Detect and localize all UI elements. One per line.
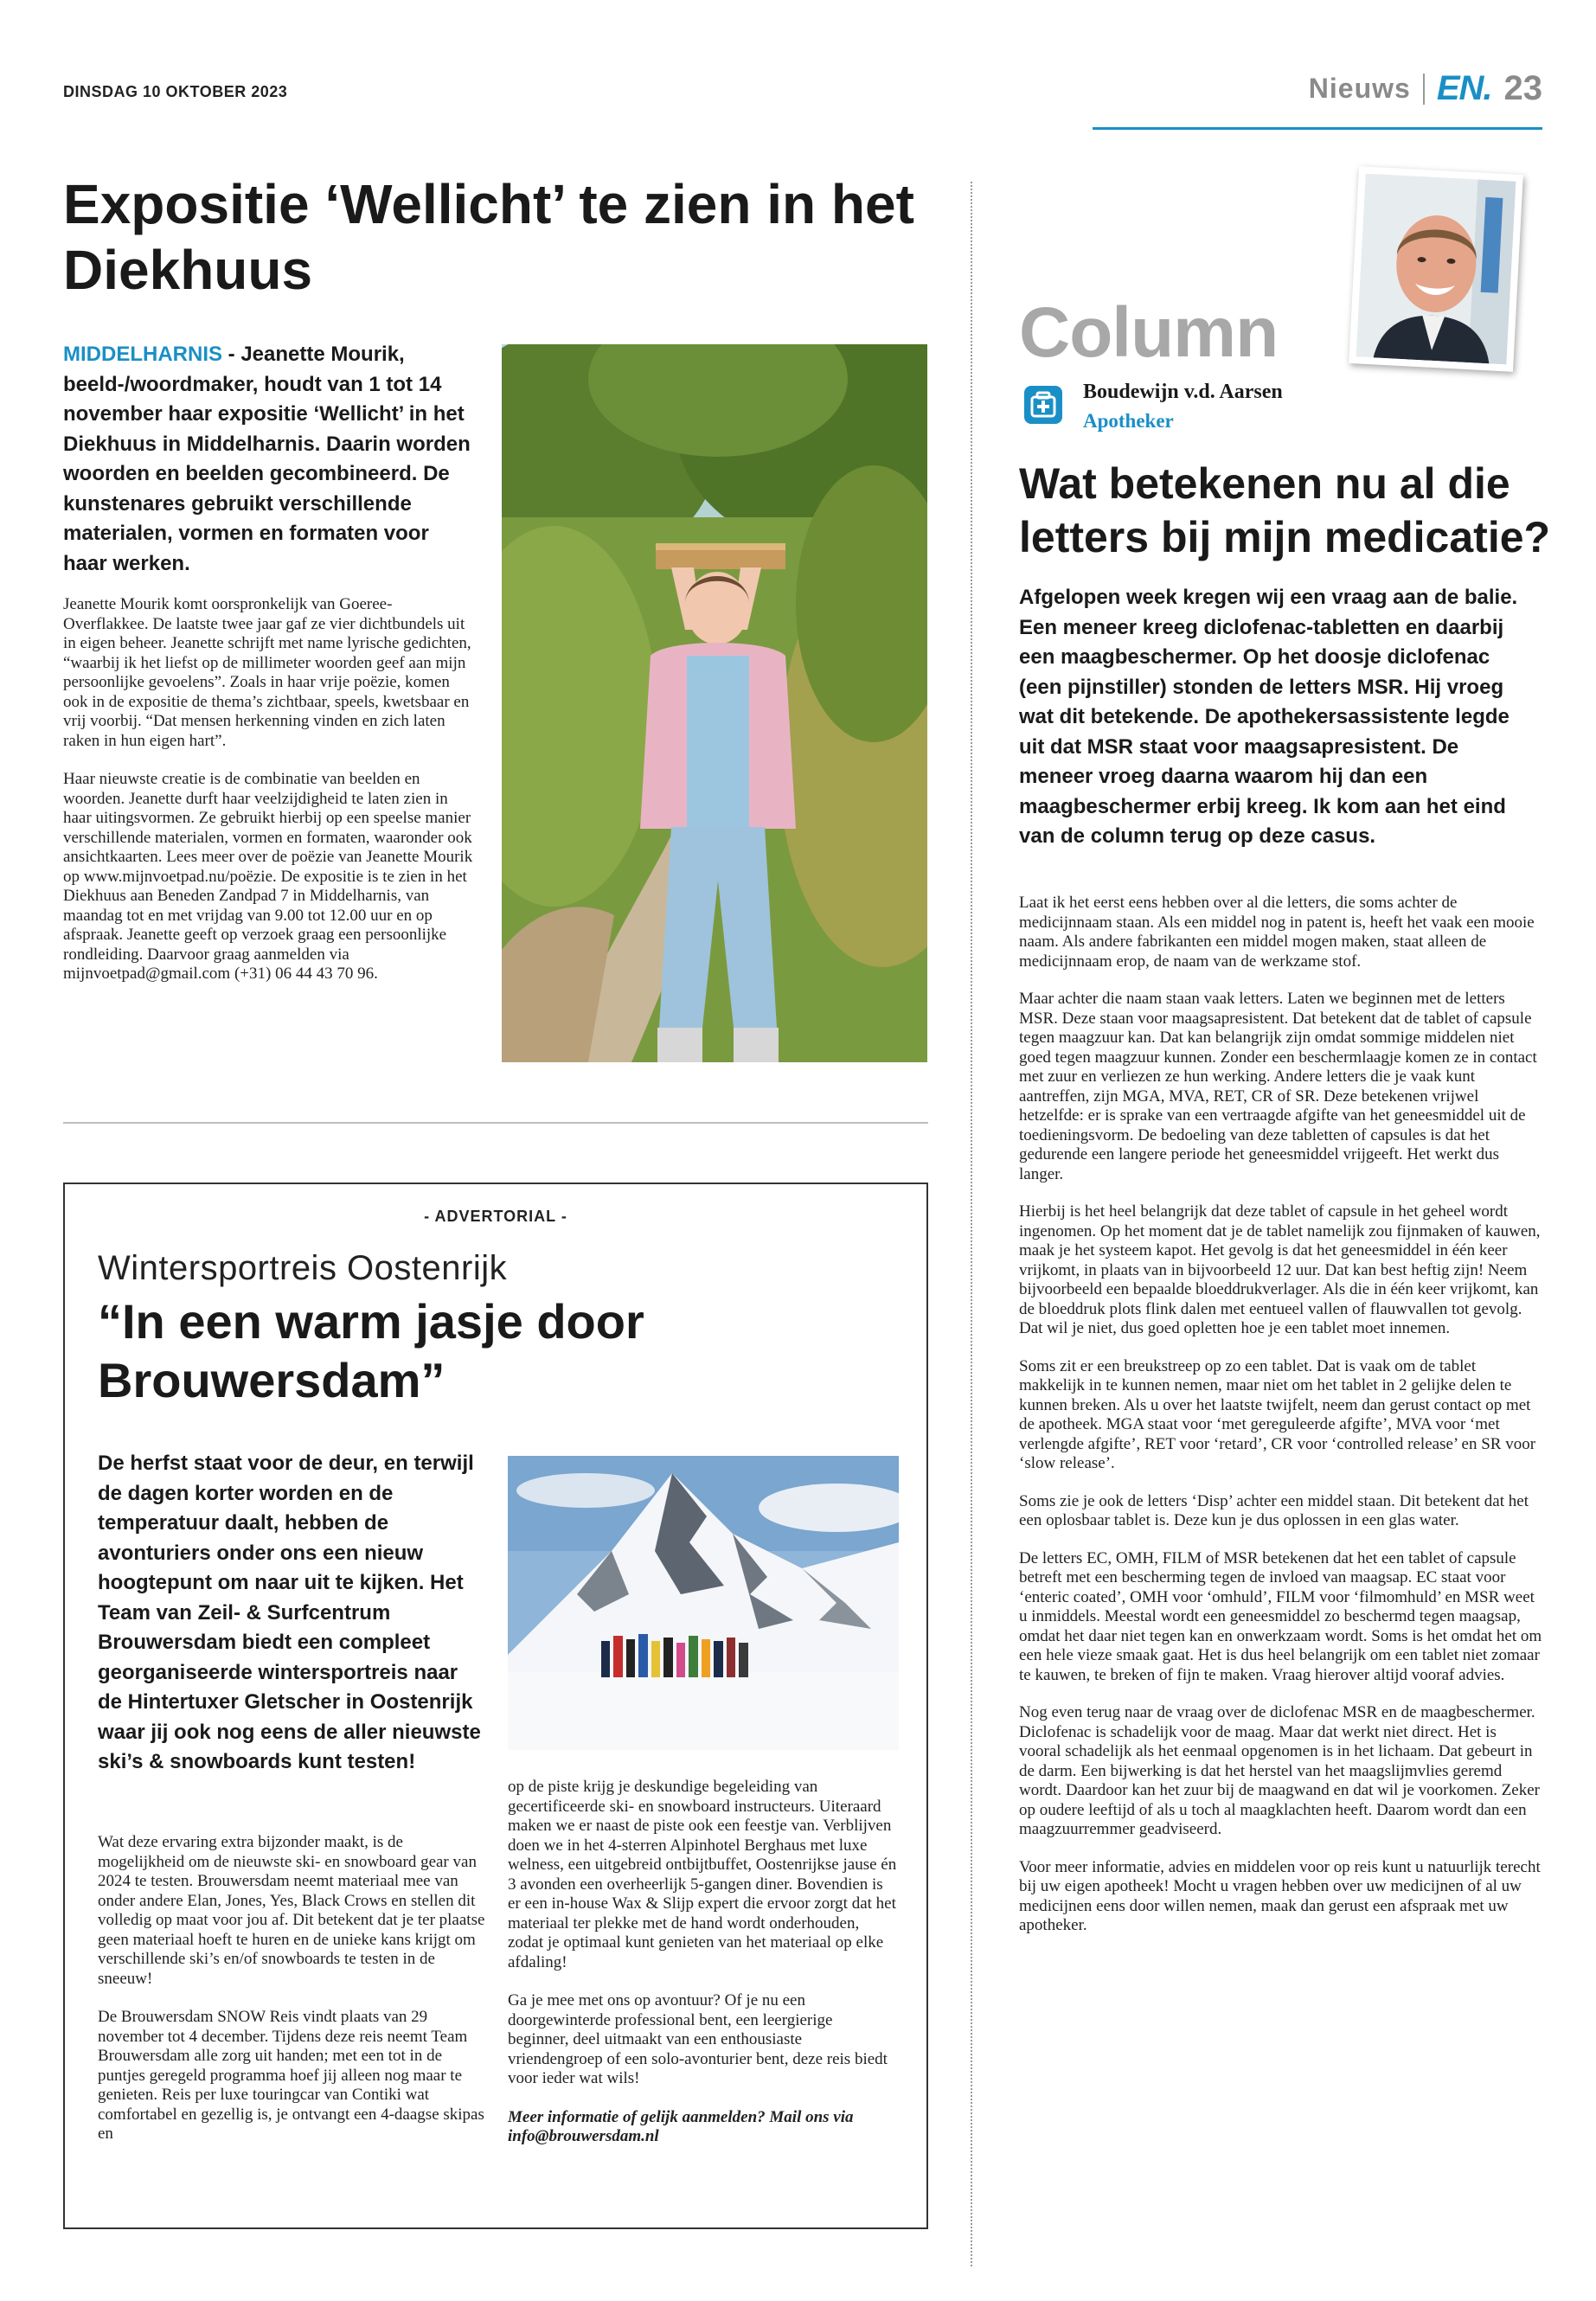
advertorial-box <box>63 1183 928 2229</box>
column-paragraph: De letters EC, OMH, FILM of MSR betekenen dat het een tablet of capsule betreft met een bescherming tegen de invloed van maagsap. EC staat voor ‘enteric coated’, OMH voor ‘omhuld’, FILM voor ‘filmomhuld’ en MSR weet u inmiddels. Meestal wordt een geneesmiddel zo beschermd tegen maagsap, omdat het daar niet tegen kan en onwerkzaam wordt. Soms is het omdat het om een hele vieze smaak gaat. Het is dus heel belangrijk om een tablet niet zomaar te kauwen, te breken of fijn te maken. Vraag hierover altijd vooraf advies. <box>1019 1548 1542 1684</box>
exhibition-paragraph: Jeanette Mourik komt oorspronkelijk van Goeree-Overflakkee. De laatste twee jaar gaf ze vier dichtbundels uit in eigen beheer. Jeanette schrijft met name lyrische gedichten, “waarbij ik het liefst op de millimeter woorden geef aan mijn persoonlijke gevoelens”. Zoals in haar vrije poëzie, komen ook in de expositie de thema’s zichtbaar, speels, kwetsbaar en vrij voorbij. “Dat mensen herkenning vinden en zich laten raken in hun eigen hart”. <box>63 595 471 750</box>
exhibition-dateline: MIDDELHARNIS <box>63 343 222 366</box>
advertorial-cta: Meer informatie of gelijk aanmelden? Mail ons via info@brouwersdam.nl <box>508 2107 854 2145</box>
header-rule <box>1093 127 1542 130</box>
column-paragraph: Hierbij is het heel belangrijk dat deze tablet of capsule in het geheel wordt ingenomen. Op het moment dat je de tablet namelijk zou fijnmaken of kauwen, maak je het systeem kapot. Het gevolg is dat het geneesmiddel in één keer vrijkomt, in plaats van in bijvoorbeeld 12 uur. Dat kan best heftig zijn! Neem bijvoorbeeld een bepaalde bloeddrukverlager. Als die in één keer vrijkomt, kan de bloeddruk plots flink dalen met eentueel vallen of flauwvallen tot gevolg. Dat wil je niet, dus goed opletten hoe je een tablet moet innemen. <box>1019 1202 1541 1337</box>
issue-date: DINSDAG 10 OKTOBER 2023 <box>63 83 288 100</box>
section-rule <box>63 1122 928 1124</box>
exhibition-headline: Expositie ‘Wellicht’ te zien in het Diekhuus <box>63 173 914 301</box>
artist-photo <box>502 344 927 1062</box>
exhibition-paragraph: Haar nieuwste creatie is de combinatie van beelden en woorden. Jeanette durft haar veelzijdigheid te laten zien in haar uitingsvormen. Ze gebruikt hierbij op een speelse manier verschillende materialen, vormen en formaten, waaronder ook ansichtkaarten. Lees meer over de poëzie van Jeanette Mourik op www.mijnvoetpad.nu/poëzie. De expositie is te zien in het Diekhuus aan Beneden Zandpad 7 in Middelharnis, van maandag tot en met vrijdag van 9.00 tot 12.00 uur en op afspraak. Jeanette geeft op verzoek graag een persoonlijke rondleiding. Daarvoor graag aanmelden via mijnvoetpad@gmail.com (+31) 06 44 43 70 96. <box>63 770 473 983</box>
advertorial-kicker: Wintersportreis Oostenrijk <box>98 1249 508 1287</box>
advertorial-lead: De herfst staat voor de deur, en terwijl de dagen korter worden en de temperatuur daalt, hebben de avonturiers onder ons een nieuw hoogtepunt om naar uit te kijken. Het Team van Zeil- & Surfcentrum Brouwersdam biedt een compleet georganiseerde wintersportreis naar de Hintertuxer Gletscher in Oostenrijk waar jij ook nog eens de aller nieuwste ski’s & snowboards kunt testen! <box>98 1452 481 1773</box>
column-paragraph: Nog even terug naar de vraag over de diclofenac MSR en de maagbeschermer. Diclofenac is schadelijk voor de maag. Maar dat werkt niet direct. Het is vooral schadelijk als het eenmaal opgenomen is in het lichaam. Dat gebeurt in de darm. Een bijwerking is dat het herstel van het maagslijmvlies geremd wordt. Daardoor kan het zuur bij de maagwand en dat wil je voorkomen. Zeker op oudere leeftijd of als u toch al maagklachten heeft. Daarom wordt dan een maagzuurremmer geadviseerd. <box>1019 1703 1540 1838</box>
advertorial-paragraph: Wat deze ervaring extra bijzonder maakt, is de mogelijkheid om de nieuwste ski- en snowboard gear van 2024 te testen. Brouwersdam neemt materiaal mee van onder andere Elan, Jones, Yes, Black Crows en stellen dit volledig op maat voor jou af. Dit betekent dat je ter plaatse geen materiaal hoeft te huren en de unieke kans krijgt om verschillende ski’s en/of snowboards te testen in de sneeuw! <box>98 1833 485 1988</box>
column-label: Column <box>1019 293 1279 372</box>
column-paragraph: Voor meer informatie, advies en middelen voor op reis kunt u natuurlijk terecht bij uw eigen apotheek! Mocht u vragen hebben over uw medicijnen of al uw medicijnen eens door willen nemen, maak dan gerust een afspraak met uw apotheker. <box>1019 1857 1541 1934</box>
column-paragraph: Laat ik het eerst eens hebben over al die letters, die soms achter de medicijnnaam staan. Als een middel nog in patent is, heeft het vaak een mooie naam. Als andere fabrikanten een middel mogen maken, staat alleen de medicijnnaam erop, de naam van de werkzame stof. <box>1019 894 1535 971</box>
columnist-photo <box>1349 166 1523 372</box>
column-author: Boudewijn v.d. Aarsen <box>1083 381 1283 403</box>
newspaper-logo: EN. <box>1436 69 1492 107</box>
section-name: Nieuws <box>1308 73 1411 104</box>
pharmacy-icon <box>1024 386 1062 424</box>
advertorial-paragraph: De Brouwersdam SNOW Reis vindt plaats van 29 november tot 4 december. Tijdens deze reis neemt Team Brouwersdam alle zorg uit handen; met een tot in de puntjes geregeld programma hoef jij alleen nog maar te genieten. Reis per luxe touringcar van Contiki wat comfortabel en gezellig is, je ontvangt een 4-daagse skipas en <box>98 2008 484 2143</box>
advertorial-body-left <box>98 1833 487 2163</box>
pharmacy-cross-icon <box>1024 386 1062 424</box>
column-lead: Afgelopen week kregen wij een vraag aan de balie. Een meneer kreeg diclofenac-tabletten en daarbij een maagbeschermer. Op het doosje diclofenac (een pijnstiller) stonden de letters MSR. Hij vroeg wat dit betekende. De apothekersassistente legde uit dat MSR staat voor maagsapresistent. De meneer vroeg daarna waarom hij dan een maagbeschermer erbij kreeg. Ik kom aan het eind van de column terug op deze casus. <box>1019 586 1518 848</box>
advertorial-paragraph: Ga je mee met ons op avontuur? Of je nu een doorgewinterde professional bent, een leergierige beginner, deel uitmaakt van een enthousiaste vriendengroep of een solo-avonturier bent, deze reis biedt voor ieder wat wils! <box>508 1991 888 2087</box>
column-author-role: Apotheker <box>1083 410 1174 432</box>
exhibition-body <box>63 595 475 1003</box>
advertorial-body-right <box>508 1778 897 2166</box>
page-number: 23 <box>1503 69 1542 107</box>
ski-photo-illustration <box>508 1456 899 1750</box>
column-paragraph: Soms zit er een breukstreep op zo een tablet. Dat is vaak om de tablet makkelijk in te kunnen nemen, maar niet om het tablet in 2 gelijke delen te kunnen breken. Als u over het laatste twijfelt, neem dan gerust contact op met de apotheek. MGA staat voor ‘met gereguleerde afgifte’, MVA voor ‘met verlengde afgifte’, RET voor ‘retard’, CR voor ‘controlled release’ en SR voor ‘slow release’. <box>1019 1356 1536 1472</box>
exhibition-lead-text: - Jeanette Mourik, beeld-/woordmaker, houdt van 1 tot 14 november haar expositie ‘Wellicht’ in het Diekhuus in Middelharnis. Daarin worden woorden en beelden gecombineerd. De kunstenares gebruikt verschillende materialen, vormen en formaten voor haar werken. <box>63 343 471 575</box>
column-body <box>1019 894 1542 1954</box>
column-headline: Wat betekenen nu al die letters bij mijn medicatie? <box>1019 459 1551 561</box>
columnist-portrait <box>1356 174 1516 365</box>
column-paragraph: Maar achter die naam staan vaak letters. Laten we beginnen met de letters MSR. Deze staan voor maagsapresistent. Dat betekent dat de tablet of capsule tegen maagzuur kan. Dat kan belangrijk zijn omdat sommige middelen niet goed tegen maagzuur kunnen. Zonder een beschermlaagje komen ze in contact met zuur en verliezen ze hun werking. Andere letters die je vaak kunt aantreffen, zijn MGA, MVA, RET, CR of SR. Deze betekenen vrijwel hetzelfde: er is sprake van een vertraagde afgifte van het geneesmiddel uit de toedieningsvorm. De bedoeling van deze tabletten of capsules is dat het gedurende een langere periode het geneesmiddel vrijgeeft. Het werkt dus langer. <box>1019 990 1537 1183</box>
artist-photo-illustration <box>502 344 927 1062</box>
exhibition-lead <box>63 340 475 579</box>
advertorial-paragraph: op de piste krijg je deskundige begeleiding van gecertificeerde ski- en snowboard instructeurs. Uiteraard maken we er naast de piste ook een feestje van. Verblijven doen we in het 4-sterren Alpinhotel Berghaus met luxe welness, een uitgebreid ontbijtbuffet, Oostenrijkse jause én 3 avonden een overheerlijk 5-gangen diner. Bovendien is er een in-house Wax & Slijp expert die ervoor zorgt dat het materiaal ter plekke met de hand wordt onderhouden, zodat je optimaal kunt genieten van het materiaal op elke afdaling! <box>508 1778 897 1971</box>
ski-group-photo <box>508 1456 899 1750</box>
page-header <box>1309 69 1542 108</box>
advertorial-headline: “In een warm jasje door Brouwersdam” <box>98 1294 644 1407</box>
column-divider <box>971 182 972 2266</box>
header-separator <box>1423 74 1425 105</box>
advertorial-label: - ADVERTORIAL - <box>424 1208 567 1225</box>
column-paragraph: Soms zie je ook de letters ‘Disp’ achter een middel staan. Dit betekent dat het een oplosbaar tablet is. Deze kun je dus oplossen in een glas water. <box>1019 1491 1529 1529</box>
